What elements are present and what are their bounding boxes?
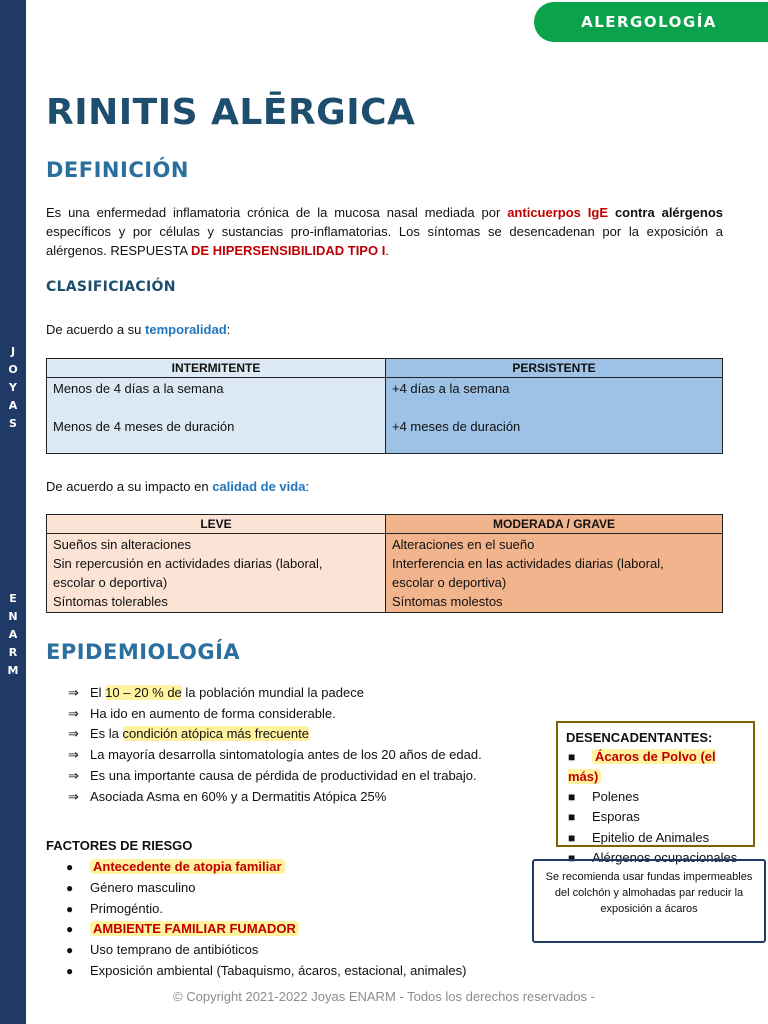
bullet-icon: ● [66,860,74,874]
list-item [66,878,466,899]
side-letter: A [8,628,18,641]
quality-intro [46,477,309,496]
table-cell [47,534,386,613]
side-letter: A [8,399,18,412]
arrow-icon: ⇒ [68,748,79,764]
text-run: El [90,685,106,700]
cell-line: Menos de 4 días a la semana [53,381,224,396]
text-run: Asociada Asma en 60% y a Dermatitis Atópica 25% [90,788,387,804]
list-item [68,787,482,808]
text-run: Ha ido en aumento de forma considerable. [90,705,336,721]
list-item [68,683,482,704]
triggers-title: DESENCADENTANTES: [566,730,713,745]
side-letter: N [8,610,18,623]
table-cell [47,378,386,454]
bullet-icon: ● [66,943,74,958]
text-run: Alérgenos ocupacionales [592,850,738,866]
list-item [568,807,745,827]
side-brand-bottom [0,590,26,680]
side-letter: R [8,646,18,659]
text-run: Polenes [592,788,639,804]
epidemiology-heading: EPIDEMIOLOGÍA [46,640,241,664]
text-run: DE [191,243,210,258]
classification-heading: CLASIFICIACIÓN [46,279,176,295]
risk-factors-list [66,857,466,982]
triggers-box [556,721,755,866]
text-run: Género masculino [90,879,196,895]
table-header: PERSISTENTE [386,359,723,378]
cell-line: escolar o deportiva) [392,575,507,590]
arrow-icon: ⇒ [68,768,79,784]
side-letter: E [9,592,17,605]
text-run: La mayoría desarrolla sintomatología antes de los 20 años de edad. [90,747,482,763]
temporality-keyword: temporalidad [145,322,227,337]
list-item [68,766,482,787]
definition-heading: DEFINICIÓN [46,158,189,182]
arrow-icon: ⇒ [68,706,79,722]
list-item [68,724,482,745]
section-badge: ALERGOLOGÍA [534,2,768,42]
epidemiology-list [68,683,482,807]
highlight-trigger: Ácaros de Polvo (el más) [568,749,716,785]
cell-line: Alteraciones en el sueño [392,537,535,552]
text-run: Es la [90,726,123,742]
ige-antibodies-text: anticuerpos IgE [507,205,609,220]
table-header: LEVE [47,515,386,534]
recommendation-note: Se recomienda usar fundas impermeables del colchón y almohadas par reducir la exposición a ácaros [532,859,766,943]
cell-line: +4 meses de duración [392,419,521,434]
list-item [66,857,466,878]
text-run: : [305,479,310,494]
bullet-icon: ● [66,963,74,978]
text-run: contra alérgenos [608,205,723,220]
square-bullet-icon: ■ [568,750,576,764]
cell-line: +4 días a la semana [392,381,510,396]
list-item [66,961,466,982]
cell-line: Sueños sin alteraciones [53,537,192,552]
cell-line: Síntomas molestos [392,594,503,609]
cell-line: Síntomas tolerables [53,594,168,609]
side-bar [0,0,26,1024]
table-cell [386,378,723,454]
text-run: Exposición ambiental (Tabaquismo, ácaros, estacional, animales) [90,962,467,978]
side-brand-top [0,343,26,433]
text-run: De acuerdo a su [46,322,146,337]
text-run: Primogéntio. [90,900,163,916]
bullet-icon: ● [66,901,74,916]
table-header: INTERMITENTE [47,359,386,378]
text-run: Esporas [592,809,640,825]
triggers-list [568,747,745,868]
list-item [568,828,745,848]
text-run: Uso temprano de antibióticos [90,942,259,958]
text-run: Es una importante causa de pérdida de productividad en el trabajo. [90,767,477,783]
highlight-risk: Antecedente de atopia familiar [90,859,285,874]
list-item [66,940,466,961]
side-letter: Y [9,381,17,394]
list-item [568,747,745,787]
list-item [66,919,466,940]
definition-paragraph [46,203,723,260]
cell-line: Menos de 4 meses de duración [53,419,235,434]
cell-line: Sin repercusión en actividades diarias (laboral, [53,556,323,571]
highlight-atopic: condición atópica más frecuente [122,726,309,742]
arrow-icon: ⇒ [68,727,79,743]
text-run: Es una enfermedad inflamatoria crónica de la mucosa nasal mediada por [46,205,508,220]
quality-of-life-table [46,514,723,613]
highlight-risk: AMBIENTE FAMILIAR FUMADOR [90,921,299,936]
square-bullet-icon: ■ [568,810,576,825]
text-run: Epitelio de Animales [592,829,710,845]
side-letter: O [8,363,18,376]
list-item [568,787,745,807]
square-bullet-icon: ■ [568,789,576,804]
table-cell [386,534,723,613]
side-letter: J [10,345,16,358]
list-item [66,899,466,920]
list-item [68,745,482,766]
side-letter: S [9,417,17,430]
highlight-prevalence: 10 – 20 % de [105,685,182,700]
temporality-table [46,358,723,454]
quality-keyword: calidad de vida [212,479,306,494]
table-header: MODERADA / GRAVE [386,515,723,534]
cell-line: escolar o deportiva) [53,575,168,590]
page-title: RINITIS ALĒRGICA [46,92,416,133]
text-run: . [385,243,389,258]
copyright-footer: © Copyright 2021-2022 Joyas ENARM - Todos los derechos reservados - [173,989,595,1004]
bullet-icon: ● [66,922,74,937]
side-letter: M [7,664,19,677]
arrow-icon: ⇒ [68,686,79,701]
hypersensitivity-text: HIPERSENSIBILIDAD TIPO I [212,243,386,258]
list-item [68,704,482,725]
cell-line: Interferencia en las actividades diarias (laboral, [392,556,664,571]
square-bullet-icon: ■ [568,851,576,866]
bullet-icon: ● [66,880,74,895]
square-bullet-icon: ■ [568,830,576,845]
text-run: la población mundial la padece [181,685,364,700]
text-run: específicos y por células y sustancias pro-inflamatorias. Los síntomas se desencadenan por la exposición a alérgenos. RESPUESTA [46,224,723,258]
temporal-intro [46,320,230,339]
text-run: De acuerdo a su impacto en [46,479,213,494]
arrow-icon: ⇒ [68,789,79,805]
text-run: : [226,322,231,337]
risk-factors-title: FACTORES DE RIESGO [46,838,193,853]
